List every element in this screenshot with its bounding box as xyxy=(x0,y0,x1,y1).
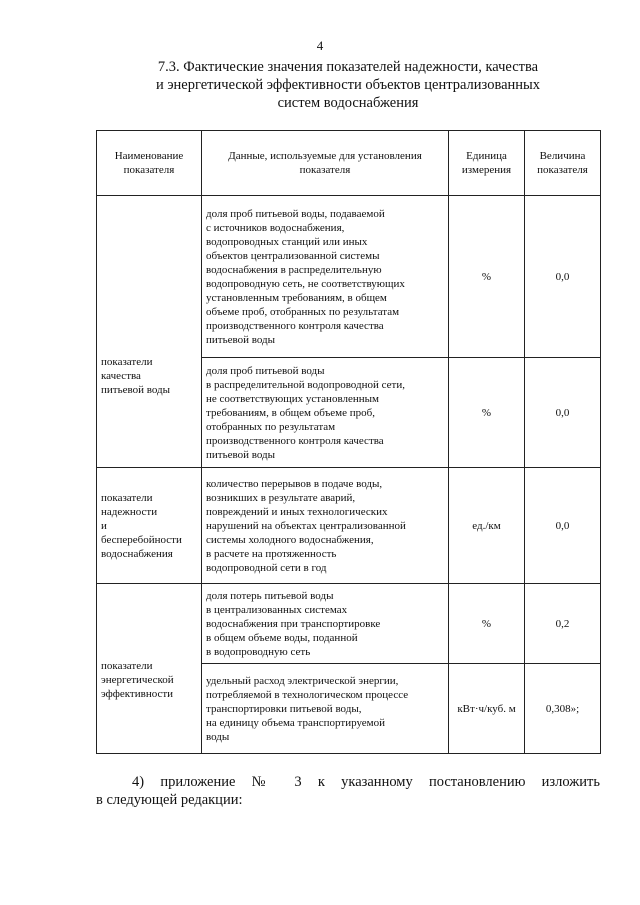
paragraph-line: 4) приложение № 3 к указанному постановлению изложить xyxy=(132,774,600,790)
heading-line: систем водоснабжения xyxy=(277,95,419,111)
table-row xyxy=(97,468,601,584)
indicators-table xyxy=(96,130,601,754)
row-description: количество перерывов в подаче воды, возникших в результате аварий, повреждений и иных технологических нарушений на объектах централизованной системы холодного водоснабжения, в расчете на протяженность водопроводной сети в год xyxy=(202,468,449,584)
group-name-quality: показатели качества питьевой воды xyxy=(97,196,202,468)
row-description: доля проб питьевой воды в распределительной водопроводной сети, не соответствующих установленным требованиям, в общем объеме проб, отобранных по результатам производственного контроля качества питьевой воды xyxy=(202,358,449,468)
row-description: удельный расход электрической энергии, потребляемой в технологическом процессе транспортировки питьевой воды, на единицу объема транспортируемой воды xyxy=(202,664,449,754)
header-unit: Единица измерения xyxy=(449,131,525,196)
row-value: 0,2 xyxy=(525,584,601,664)
header-name: Наименование показателя xyxy=(97,131,202,196)
header-data: Данные, используемые для установления показателя xyxy=(202,131,449,196)
row-unit: ед./км xyxy=(449,468,525,584)
section-heading xyxy=(96,58,600,112)
table-row xyxy=(97,196,601,358)
row-value: 0,308»; xyxy=(525,664,601,754)
heading-line: 7.3. Фактические значения показателей надежности, качества xyxy=(157,59,539,75)
row-description: доля потерь питьевой воды в централизованных системах водоснабжения при транспортировке в общем объеме воды, поданной в водопроводную сеть xyxy=(202,584,449,664)
table-header-row xyxy=(97,131,601,196)
row-unit: % xyxy=(449,584,525,664)
row-value: 0,0 xyxy=(525,196,601,358)
header-value: Величина показателя xyxy=(525,131,601,196)
row-value: 0,0 xyxy=(525,468,601,584)
heading-line: и энергетической эффективности объектов централизованных xyxy=(155,77,541,93)
group-name-energy: показатели энергетической эффективности xyxy=(97,584,202,754)
table-row xyxy=(97,584,601,664)
row-value: 0,0 xyxy=(525,358,601,468)
row-unit: % xyxy=(449,358,525,468)
row-unit: % xyxy=(449,196,525,358)
row-description: доля проб питьевой воды, подаваемой с источников водоснабжения, водопроводных станций или иных объектов централизованной системы водоснабжения в распределительную водопроводную сеть, не соответствующих установленным требованиям, в общем объеме проб, отобранных по результатам производственного контроля качества питьевой воды xyxy=(202,196,449,358)
paragraph-line: в следующей редакции: xyxy=(96,792,243,808)
page-number: 4 xyxy=(316,38,324,53)
row-unit: кВт·ч/куб. м xyxy=(449,664,525,754)
amendment-paragraph xyxy=(96,773,600,809)
group-name-reliability: показатели надежности и бесперебойности водоснабжения xyxy=(97,468,202,584)
